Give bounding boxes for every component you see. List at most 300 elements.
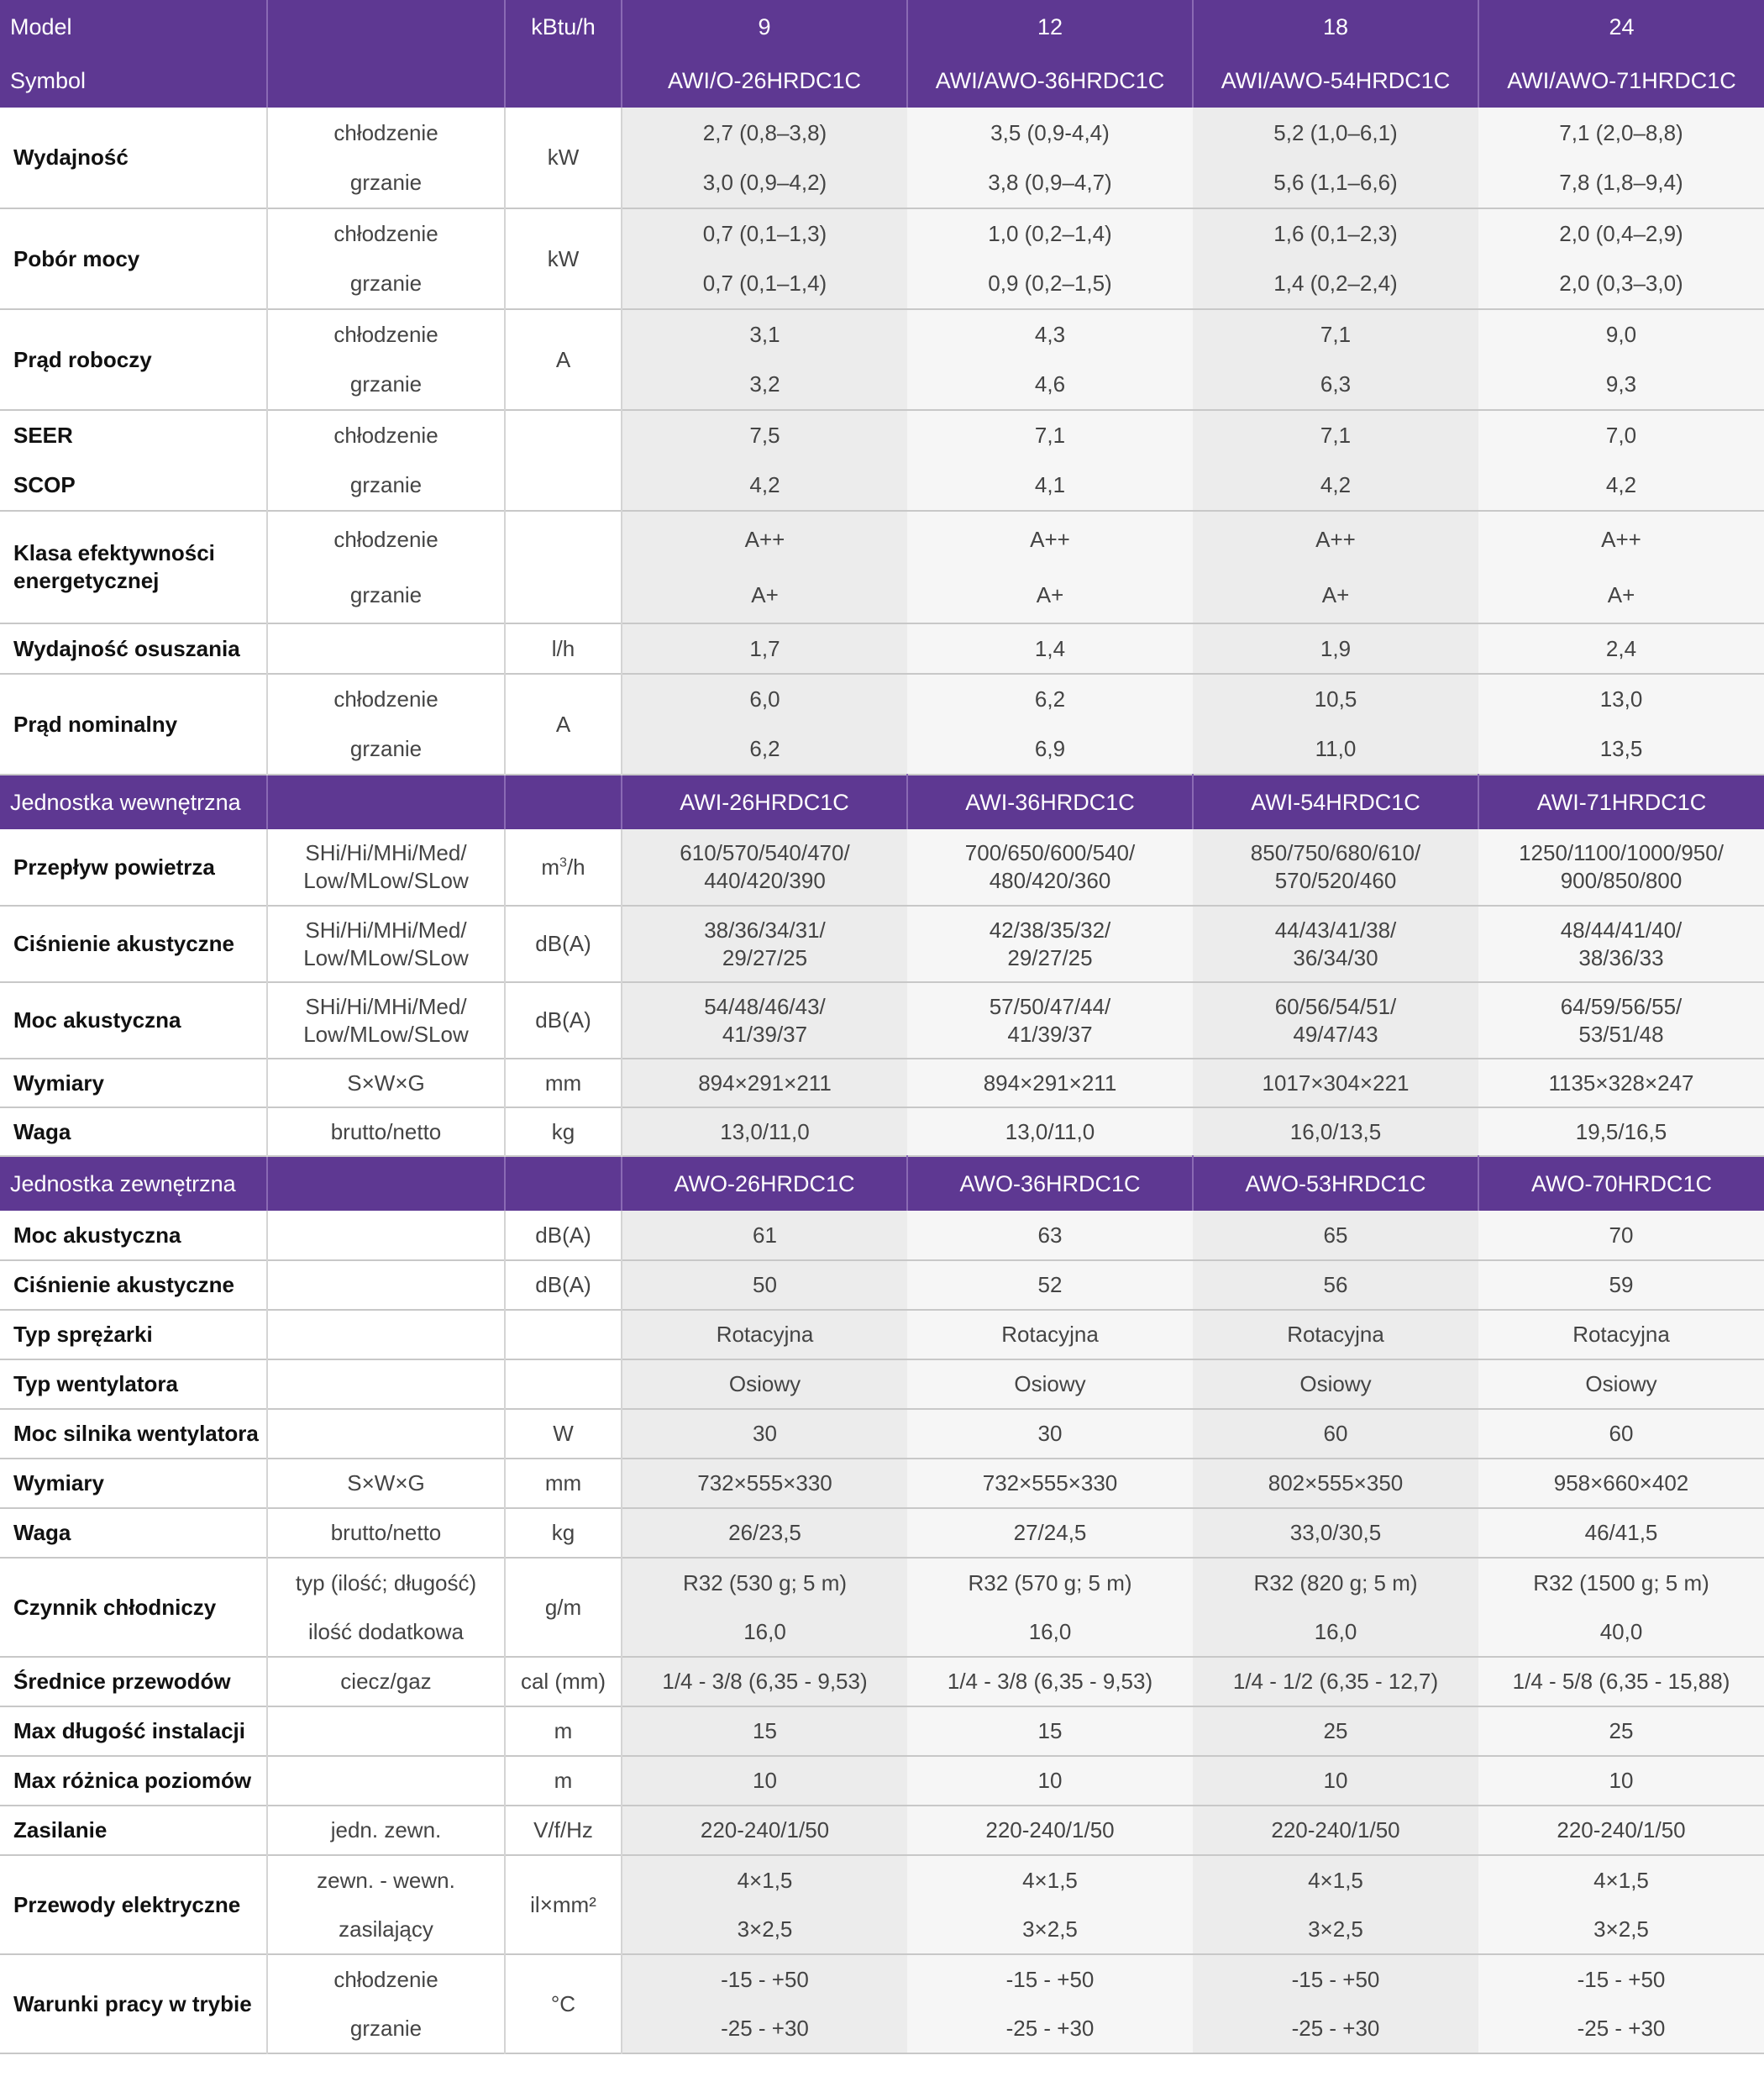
value-cell: 1/4 - 1/2 (6,35 - 12,7) [1193,1657,1478,1706]
cell-line: S×W×G [347,1070,425,1096]
sub-label: S×W×G [267,1459,505,1508]
sub-label: chłodzenie [267,410,505,460]
header-cell: AWI/AWO-36HRDC1C [907,54,1193,108]
spec-group [0,829,1764,906]
unit-cell [505,1359,622,1409]
value-cell [622,1107,907,1156]
cell-line: 64/59/56/55/ [1560,993,1683,1019]
cell-line: Wymiary [13,1070,104,1096]
value-cell [1193,982,1478,1059]
header-cell: AWI/AWO-71HRDC1C [1478,54,1764,108]
header-cell: AWI/O-26HRDC1C [622,54,907,108]
unit-cell: kW [505,208,622,309]
value-cell [622,982,907,1059]
cell-line: 54/48/46/43/ [704,993,826,1019]
table-row [0,460,1764,511]
unit-cell: kg [505,1508,622,1558]
value-cell: 10,5 [1193,674,1478,724]
value-cell: 5,6 (1,1–6,6) [1193,158,1478,208]
sub-label [267,1310,505,1359]
cell-line: Low/MLow/SLow [303,944,469,970]
sub-label: chłodzenie [267,674,505,724]
value-cell: R32 (820 g; 5 m) [1193,1558,1478,1607]
sub-label: grzanie [267,460,505,511]
value-cell: R32 (1500 g; 5 m) [1478,1558,1764,1607]
cell-line: SHi/Hi/MHi/Med/ [305,917,467,943]
unit-cell: kW [505,108,622,208]
cell-line: Ciśnienie akustyczne [13,931,234,956]
table-row [0,674,1764,724]
header-cell [505,54,622,108]
row-label [0,108,267,208]
value-cell [622,1059,907,1107]
cell-line: 44/43/41/38/ [1274,917,1397,943]
table-row [0,1310,1764,1359]
header-cell: AWI-54HRDC1C [1193,775,1478,829]
cell-line: Moc akustyczna [13,1222,181,1248]
cell-line: brutto/netto [330,1118,442,1144]
cell-line: SHi/Hi/MHi/Med/ [305,993,467,1019]
table-row [0,906,1764,982]
value-cell: 10 [907,1756,1193,1806]
value-cell: 2,4 [1478,623,1764,674]
value-cell: -15 - +50 [1193,1954,1478,2004]
table-row [0,1756,1764,1806]
row-label [0,1806,267,1855]
cell-line: Prąd roboczy [13,346,152,372]
sub-label: typ (ilość; długość) [267,1558,505,1607]
spec-group [0,511,1764,623]
value-cell: 1/4 - 5/8 (6,35 - 15,88) [1478,1657,1764,1706]
cell-line: Zasilanie [13,1817,108,1843]
spec-group [0,1459,1764,1508]
header-row [0,0,1764,54]
cell-line: 19,5/16,5 [1575,1118,1667,1144]
value-cell: R32 (530 g; 5 m) [622,1558,907,1607]
value-cell: 15 [622,1706,907,1756]
unit-cell: °C [505,1954,622,2053]
sub-label [267,1211,505,1260]
table-row [0,1359,1764,1409]
header-cell: AWO-36HRDC1C [907,1156,1193,1211]
value-cell: 60 [1193,1409,1478,1459]
value-cell: 3,0 (0,9–4,2) [622,158,907,208]
value-cell [1478,982,1764,1059]
value-cell [1478,829,1764,906]
table-row [0,1211,1764,1260]
unit-text: dB(A) [535,931,591,956]
value-cell [622,906,907,982]
header-cell: 9 [622,0,907,54]
value-cell: 0,7 (0,1–1,4) [622,259,907,309]
sub-label [267,1409,505,1459]
value-cell [907,906,1193,982]
row-label [0,982,267,1059]
sub-label: grzanie [267,158,505,208]
value-cell: 958×660×402 [1478,1459,1764,1508]
value-cell: 9,3 [1478,360,1764,410]
unit-cell [505,906,622,982]
unit-text: mm [544,1070,582,1096]
spec-group [0,1855,1764,1954]
unit-cell: il×mm² [505,1855,622,1954]
cell-line: 57/50/47/44/ [989,993,1111,1019]
value-cell: 27/24,5 [907,1508,1193,1558]
cell-line: 700/650/600/540/ [964,840,1136,865]
sub-label [267,906,505,982]
value-cell: 220-240/1/50 [907,1806,1193,1855]
row-label [0,1459,267,1508]
spec-group [0,1954,1764,2053]
value-cell: 4,6 [907,360,1193,410]
unit-tail: /h [566,854,585,880]
cell-line: 41/39/37 [722,1021,808,1047]
value-cell [1193,1059,1478,1107]
value-cell: 1,9 [1193,623,1478,674]
row-label [0,1409,267,1459]
value-cell: Osiowy [1193,1359,1478,1409]
header-cell: Jednostka zewnętrzna [0,1156,267,1211]
spec-group [0,108,1764,208]
value-cell: 46/41,5 [1478,1508,1764,1558]
header-cell [505,1156,622,1211]
header-cell: kBtu/h [505,0,622,54]
value-cell: 5,2 (1,0–6,1) [1193,108,1478,158]
unit-cell: A [505,674,622,775]
value-cell: 1/4 - 3/8 (6,35 - 9,53) [622,1657,907,1706]
table-row [0,309,1764,360]
header-cell: 12 [907,0,1193,54]
value-cell: 7,1 [1193,309,1478,360]
sub-label: brutto/netto [267,1508,505,1558]
value-cell: A++ [907,511,1193,567]
spec-group [0,309,1764,410]
cell-line: Low/MLow/SLow [303,868,469,893]
table-row [0,982,1764,1059]
value-cell [1478,906,1764,982]
sub-label [267,1706,505,1756]
row-label [0,1954,267,2053]
cell-line: Moc akustyczna [13,1007,181,1033]
cell-line: Przepływ powietrza [13,854,215,880]
cell-line: SHi/Hi/MHi/Med/ [305,840,467,865]
value-cell: 0,7 (0,1–1,3) [622,208,907,259]
value-cell: 6,2 [907,674,1193,724]
cell-line: Czynnik chłodniczy [13,1594,217,1620]
table-row [0,1409,1764,1459]
value-cell: -25 - +30 [622,2004,907,2053]
row-label [0,1508,267,1558]
cell-line: Wydajność osuszania [13,635,240,661]
value-cell: -25 - +30 [1478,2004,1764,2053]
spec-group [0,1756,1764,1806]
row-label [0,623,267,674]
cell-line: Warunki pracy w trybie [13,1990,252,2016]
unit-cell: A [505,309,622,410]
header-row [0,54,1764,108]
spec-group [0,1211,1764,1260]
value-cell: 25 [1478,1706,1764,1756]
cell-line: Prąd nominalny [13,711,178,737]
value-cell: 70 [1478,1211,1764,1260]
unit-cell [505,982,622,1059]
cell-line: 850/750/680/610/ [1250,840,1421,865]
value-cell: 15 [907,1706,1193,1756]
header-cell [267,775,505,829]
cell-line: 610/570/540/470/ [680,840,850,865]
value-cell: 3×2,5 [1478,1905,1764,1954]
value-cell: 40,0 [1478,1607,1764,1657]
row-label [0,1260,267,1310]
value-cell: 6,2 [622,724,907,775]
value-cell: 4,2 [1193,460,1478,511]
value-cell: 3,2 [622,360,907,410]
row-label [0,1211,267,1260]
table-row [0,1508,1764,1558]
value-cell: 2,0 (0,3–3,0) [1478,259,1764,309]
unit-text: dB(A) [535,1007,591,1033]
table-row [0,511,1764,567]
table-header [0,0,1764,108]
value-cell: 1,4 [907,623,1193,674]
cell-line: Max różnica poziomów [13,1768,252,1793]
cell-line: 1135×328×247 [1548,1070,1694,1096]
cell-line: energetycznej [13,568,160,593]
value-cell: 59 [1478,1260,1764,1310]
unit-cell: dB(A) [505,1211,622,1260]
value-cell: 10 [622,1756,907,1806]
value-cell: 13,5 [1478,724,1764,775]
value-cell [907,982,1193,1059]
value-cell [907,1107,1193,1156]
header-cell: AWI/AWO-54HRDC1C [1193,54,1478,108]
row-label [0,1359,267,1409]
unit-cell [505,1107,622,1156]
cell-line: Low/MLow/SLow [303,1021,469,1047]
header-cell [267,54,505,108]
cell-line: 13,0/11,0 [720,1118,810,1144]
value-cell: 4×1,5 [1193,1855,1478,1905]
value-cell: Rotacyjna [907,1310,1193,1359]
spec-group [0,623,1764,674]
spec-group [0,410,1764,511]
cell-line: 1017×304×221 [1262,1070,1410,1096]
table-row [0,1459,1764,1508]
sub-label: jedn. zewn. [267,1806,505,1855]
table-row [0,1260,1764,1310]
value-cell: A+ [1193,567,1478,623]
value-cell: 33,0/30,5 [1193,1508,1478,1558]
cell-line: Max długość instalacji [13,1718,245,1743]
row-label: SEER [0,410,267,460]
row-label [0,1756,267,1806]
spec-group [0,1260,1764,1310]
cell-line: Wydajność [13,145,129,170]
value-cell: A+ [622,567,907,623]
header-cell: 18 [1193,0,1478,54]
cell-line: Wymiary [13,1470,104,1496]
spec-group [0,1806,1764,1855]
sub-label: chłodzenie [267,511,505,567]
header-cell: AWO-26HRDC1C [622,1156,907,1211]
value-cell: 52 [907,1260,1193,1310]
cell-line: 480/420/360 [989,868,1111,893]
value-cell: 30 [907,1409,1193,1459]
header-cell [267,1156,505,1211]
table-row [0,1059,1764,1107]
cell-line: Ciśnienie akustyczne [13,1272,234,1297]
cell-line: Przewody elektryczne [13,1891,241,1917]
unit-text: kg [551,1118,575,1144]
value-cell: -25 - +30 [907,2004,1193,2053]
cell-line: 440/420/390 [704,868,826,893]
row-label [0,1059,267,1107]
value-cell: 16,0 [907,1607,1193,1657]
row-label [0,906,267,982]
header-cell: Model [0,0,267,54]
value-cell: 26/23,5 [622,1508,907,1558]
cell-line: Moc silnika wentylatora [13,1421,259,1446]
unit-cell: dB(A) [505,1260,622,1310]
value-cell: 3×2,5 [622,1905,907,1954]
spec-group [0,1059,1764,1107]
value-cell: -15 - +50 [1478,1954,1764,2004]
value-cell: 61 [622,1211,907,1260]
unit-cell: l/h [505,623,622,674]
value-cell: R32 (570 g; 5 m) [907,1558,1193,1607]
value-cell: 732×555×330 [907,1459,1193,1508]
table-row [0,1706,1764,1756]
row-label [0,1558,267,1657]
sub-label: chłodzenie [267,208,505,259]
value-cell: 6,3 [1193,360,1478,410]
cell-line: Pobór mocy [13,245,140,271]
value-cell: 732×555×330 [622,1459,907,1508]
value-cell: 4,2 [1478,460,1764,511]
value-cell: 220-240/1/50 [1478,1806,1764,1855]
value-cell: 2,0 (0,4–2,9) [1478,208,1764,259]
spec-group [0,208,1764,309]
value-cell: 4×1,5 [622,1855,907,1905]
value-cell: 3×2,5 [907,1905,1193,1954]
spec-group [0,982,1764,1059]
cell-line: 53/51/48 [1578,1021,1664,1047]
value-cell: 802×555×350 [1193,1459,1478,1508]
cell-line: 29/27/25 [722,944,808,970]
value-cell: 7,8 (1,8–9,4) [1478,158,1764,208]
header-row [0,1156,1764,1211]
sub-label: ciecz/gaz [267,1657,505,1706]
table-row [0,623,1764,674]
value-cell: 4,1 [907,460,1193,511]
row-label [0,1310,267,1359]
value-cell: Rotacyjna [622,1310,907,1359]
value-cell [1478,1107,1764,1156]
unit-cell: m [505,1706,622,1756]
value-cell [907,829,1193,906]
cell-line: 41/39/37 [1007,1021,1093,1047]
section-header [0,1156,1764,1211]
section-header [0,775,1764,829]
value-cell: 3×2,5 [1193,1905,1478,1954]
unit-cell [505,410,622,511]
unit-cell [505,1310,622,1359]
spec-group [0,674,1764,775]
table-row [0,1558,1764,1607]
value-cell: 1,6 (0,1–2,3) [1193,208,1478,259]
value-cell: 6,0 [622,674,907,724]
value-cell: Osiowy [1478,1359,1764,1409]
table-row [0,1855,1764,1905]
sub-label: grzanie [267,567,505,623]
value-cell: 7,1 [907,410,1193,460]
table-row [0,1806,1764,1855]
row-label [0,208,267,309]
value-cell: A++ [622,511,907,567]
sub-label: grzanie [267,259,505,309]
value-cell [1193,1107,1478,1156]
value-cell: 1,0 (0,2–1,4) [907,208,1193,259]
row-label [0,511,267,623]
value-cell: 4,3 [907,309,1193,360]
value-cell: 7,0 [1478,410,1764,460]
value-cell: 2,7 (0,8–3,8) [622,108,907,158]
value-cell: 1/4 - 3/8 (6,35 - 9,53) [907,1657,1193,1706]
value-cell: -25 - +30 [1193,2004,1478,2053]
cell-line: 48/44/41/40/ [1560,917,1683,943]
header-cell [505,775,622,829]
unit-cell: cal (mm) [505,1657,622,1706]
unit-cell: mm [505,1459,622,1508]
unit-cell [505,1059,622,1107]
row-label [0,674,267,775]
sub-label [267,829,505,906]
value-cell: 16,0 [622,1607,907,1657]
value-cell: A+ [1478,567,1764,623]
sub-label: grzanie [267,724,505,775]
value-cell: 25 [1193,1706,1478,1756]
cell-line: Typ wentylatora [13,1371,179,1396]
cell-line: 42/38/35/32/ [989,917,1111,943]
sub-label: grzanie [267,360,505,410]
unit-cell: g/m [505,1558,622,1657]
header-cell: 24 [1478,0,1764,54]
table-row [0,208,1764,259]
value-cell: 3,8 (0,9–4,7) [907,158,1193,208]
value-cell [907,1059,1193,1107]
header-cell: AWO-70HRDC1C [1478,1156,1764,1211]
unit-text: m [541,854,560,880]
row-label [0,309,267,410]
table-row [0,829,1764,906]
value-cell: 9,0 [1478,309,1764,360]
sub-label [267,1359,505,1409]
value-cell: 1,7 [622,623,907,674]
unit-cell [505,511,622,623]
cell-line: 29/27/25 [1007,944,1093,970]
row-label [0,1855,267,1954]
unit-cell: V/f/Hz [505,1806,622,1855]
header-row [0,775,1764,829]
value-cell: 50 [622,1260,907,1310]
cell-line: 1250/1100/1000/950/ [1519,840,1724,865]
unit-cell: m [505,1756,622,1806]
table-row [0,1657,1764,1706]
sub-label: chłodzenie [267,309,505,360]
cell-line: 38/36/33 [1578,944,1664,970]
row-label [0,1657,267,1706]
value-cell: Rotacyjna [1478,1310,1764,1359]
